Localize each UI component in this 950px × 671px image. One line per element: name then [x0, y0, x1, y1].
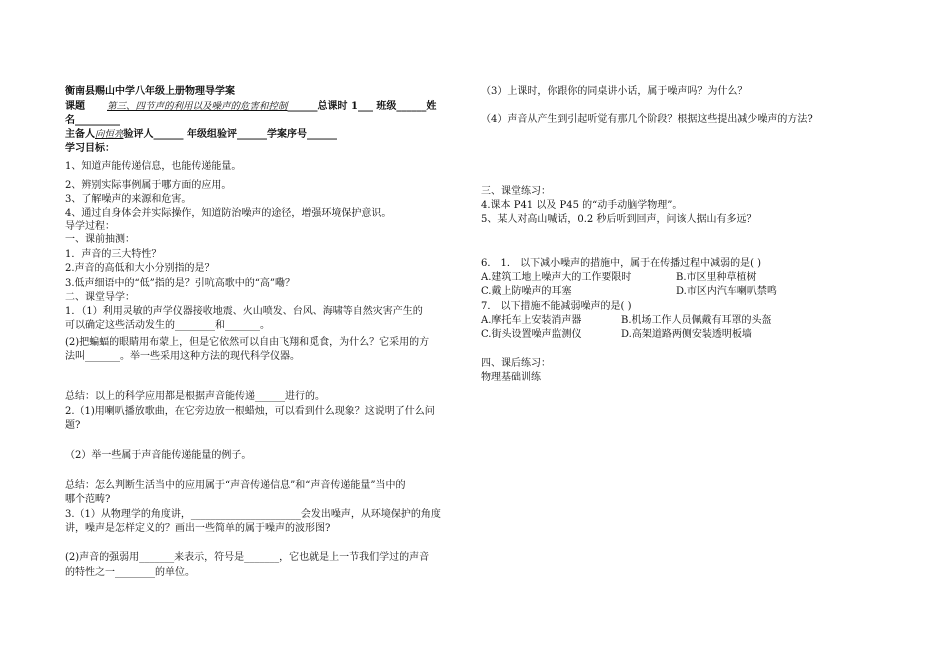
goal-4: 4、通过自身体会并实际操作，知道防治噪声的途径，增强环境保护意识。 — [65, 208, 392, 219]
right-q3: （3）上课时，你跟你的同桌讲小话，属于噪声吗？为什么？ — [481, 86, 748, 97]
exercise-4: 4.课本 P41 以及 P45 的“动手动脑学物理”。 — [481, 200, 683, 211]
summary-2a: 总结：怎么判断生活当中的应用属于“声音传递信息”和“声音传递能量”当中的 — [65, 480, 406, 491]
para-6a: (2)声音的强弱用_______来表示，符号是_______，它也就是上一节我们学过的声音 — [65, 552, 430, 563]
right-q4: （4）声音从产生到引起听觉有那几个阶段？根据这些提出减少噪声的方法? — [481, 114, 813, 125]
summary-1: 总结：以上的科学应用都是根据声音能传递______进行的。 — [65, 391, 325, 402]
exercise-6-option-c: C.戴上防噪声的耳塞 — [481, 286, 572, 297]
exercise-7: 7． 以下措施不能减弱噪声的是( ) — [481, 301, 632, 312]
para-2b: 法叫_______。举一些采用这种方法的现代科学仪器。 — [65, 351, 300, 362]
para-5b: 讲，噪声是怎样定义的？画出一些简单的属于噪声的波形图? — [65, 523, 331, 534]
homework: 物理基础训练 — [481, 372, 541, 383]
exercise-5: 5、某人对高山喊话，0.2 秒后听到回声，问该人据山有多远？ — [481, 214, 757, 225]
para-5a: 3.（1）从物理学的角度讲，______________________会发出噪声，从环境保护的角度 — [65, 509, 441, 520]
worksheet-title: 衡南县赐山中学八年级上册物理导学案 — [65, 86, 235, 97]
goal-3: 3、了解噪声的来源和危害。 — [65, 194, 192, 205]
exercise-7-option-b: B.机场工作人员佩戴有耳罩的头盔 — [621, 315, 772, 326]
preparer-meta: 验评人______ 年级组验评______学案序号______ — [123, 129, 337, 140]
para-2a: (2)把蝙蝠的眼睛用布蒙上，但是它依然可以自由飞翔和觅食，为什么？它采用的方 — [65, 337, 430, 348]
exercise-6-option-a: A.建筑工地上噪声大的工作要限时 — [481, 272, 632, 283]
exercise-7-option-d: D.高架道路两侧安装透明板墙 — [621, 329, 752, 340]
para-3b: 题? — [65, 420, 81, 431]
preparer-label: 主备人 — [65, 129, 95, 140]
lesson-meta: ______总课时 1___ 班级______姓 — [287, 101, 437, 112]
process-heading: 导学过程： — [65, 221, 115, 232]
lesson-topic: 第三、四节声的利用以及噪声的危害和控制 — [107, 101, 288, 112]
name-line: 名_________ — [65, 115, 120, 126]
goal-2: 2、辨别实际事例属于哪方面的应用。 — [65, 180, 232, 191]
question-1: 1．声音的三大特性？ — [65, 249, 162, 260]
question-2: 2.声音的高低和大小分别指的是？ — [65, 263, 215, 274]
exercise-7-option-c: C.街头设置噪声监测仪 — [481, 329, 582, 340]
para-6b: 的特性之一________的单位。 — [65, 567, 195, 578]
exercise-6: 6． 1． 以下减小噪声的措施中，属于在传播过程中减弱的是( ) — [481, 258, 762, 269]
para-1a: 1．（1）利用灵敏的声学仪器接收地震、火山喷发、台风、海啸等自然灾害产生的 — [65, 306, 423, 317]
section-4-heading: 四、课后练习： — [481, 358, 551, 369]
preparer-name: 向恒亮 — [95, 129, 124, 140]
preparer-line — [65, 129, 337, 141]
goals-heading: 学习目标： — [65, 143, 115, 154]
exercise-6-option-b: B.市区里种草植树 — [676, 272, 757, 283]
section-2-heading: 二、课堂导学： — [65, 292, 135, 303]
lesson-line — [65, 101, 436, 113]
section-1-heading: 一、课前抽测： — [65, 234, 135, 245]
para-4: （2）举一些属于声音能传递能量的例子。 — [65, 450, 252, 461]
lesson-label: 课题 — [65, 101, 85, 112]
exercise-7-option-a: A.摩托车上安装消声器 — [481, 315, 582, 326]
summary-2b: 哪个范畴? — [65, 494, 111, 505]
goal-1: 1、知道声能传递信息，也能传递能量。 — [65, 161, 242, 172]
para-3a: 2.（1)用喇叭播放歌曲，在它旁边放一根蜡烛，可以看到什么现象？这说明了什么问 — [65, 406, 435, 417]
para-1b: 可以确定这些活动发生的________和_______。 — [65, 320, 270, 331]
section-3-heading: 三、课堂练习： — [481, 186, 551, 197]
exercise-6-option-d: D.市区内汽车喇叭禁鸣 — [676, 286, 777, 297]
question-3: 3.低声细语中的“低”指的是？引吭高歌中的“高”嘞？ — [65, 278, 295, 289]
